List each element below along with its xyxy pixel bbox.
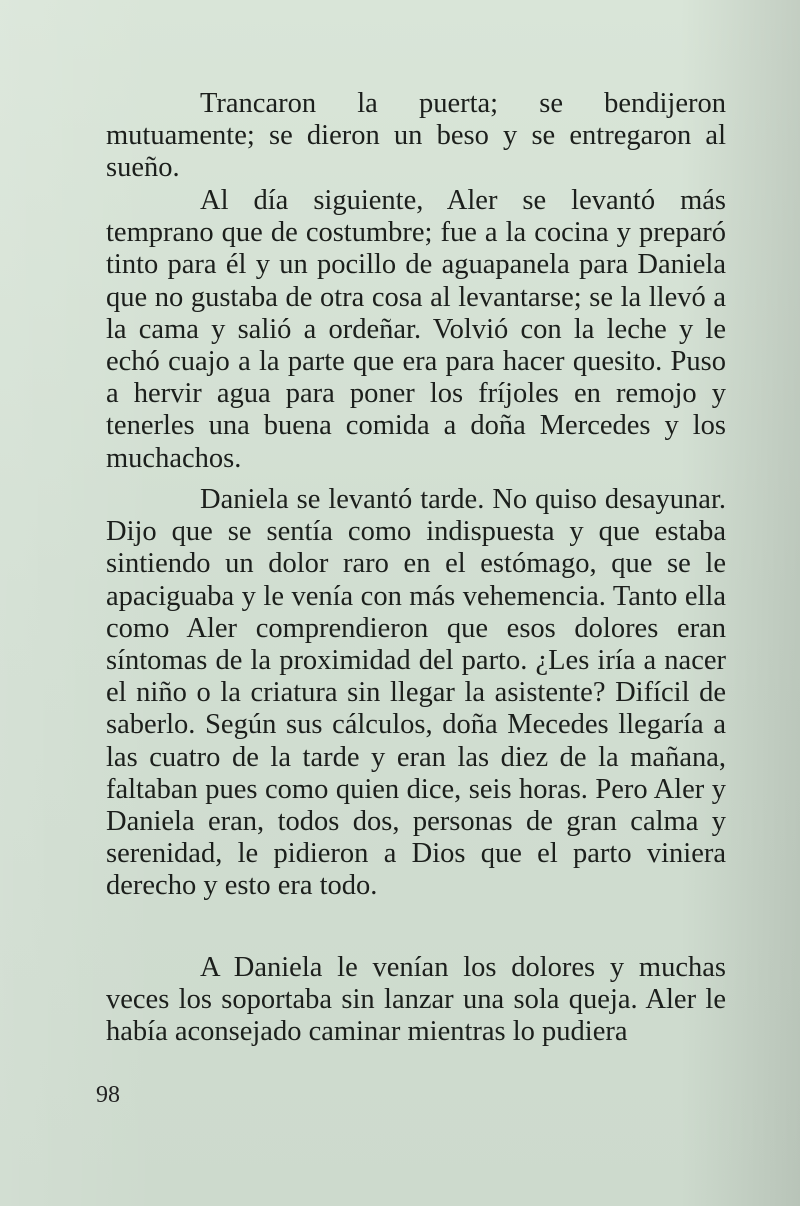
paragraph-3 [106,484,726,903]
paragraph-text: Al día siguiente, Aler se levantó más temprano que de costumbre; fue a la cocina y preparó tinto para él y un pocillo de aguapanela para Daniela que no gustaba de otra cosa al levantarse; se la llevó a la cama y salió a ordeñar. Volvió con la leche y le echó cuajo a la parte que era para hacer quesito. Puso a hervir agua para poner los fríjoles en remojo y tenerles una buena comida a doña Mercedes y los muchachos. [106,185,726,474]
paragraph-2 [106,185,726,475]
paragraph-text: Trancaron la puerta; se bendijeron mutuamente; se dieron un beso y se entregaron al sueño. [106,88,726,184]
paragraph-1 [106,88,726,185]
page-number: 98 [96,1082,120,1108]
paragraph-text: A Daniela le venían los dolores y muchas veces los soportaba sin lanzar una sola queja. Aler le había aconsejado caminar mientras lo pudiera [106,952,726,1048]
paragraph-text: Daniela se levantó tarde. No quiso desayunar. Dijo que se sentía como indispuesta y que estaba sintiendo un dolor raro en el estómago, que se le apaciguaba y le venía con más vehemencia. Tanto ella como Aler comprendieron que esos dolores eran síntomas de la proximidad del parto. ¿Les iría a nacer el niño o la criatura sin llegar la asistente? Difícil de saberlo. Según sus cálculos, doña Mecedes llegaría a las cuatro de la tarde y eran las diez de la mañana, faltaban pues como quien dice, seis horas. Pero Aler y Daniela eran, todos dos, personas de gran calma y serenidad, le pidieron a Dios que el parto viniera derecho y esto era todo. [106,484,726,902]
paragraph-4 [106,952,726,1049]
